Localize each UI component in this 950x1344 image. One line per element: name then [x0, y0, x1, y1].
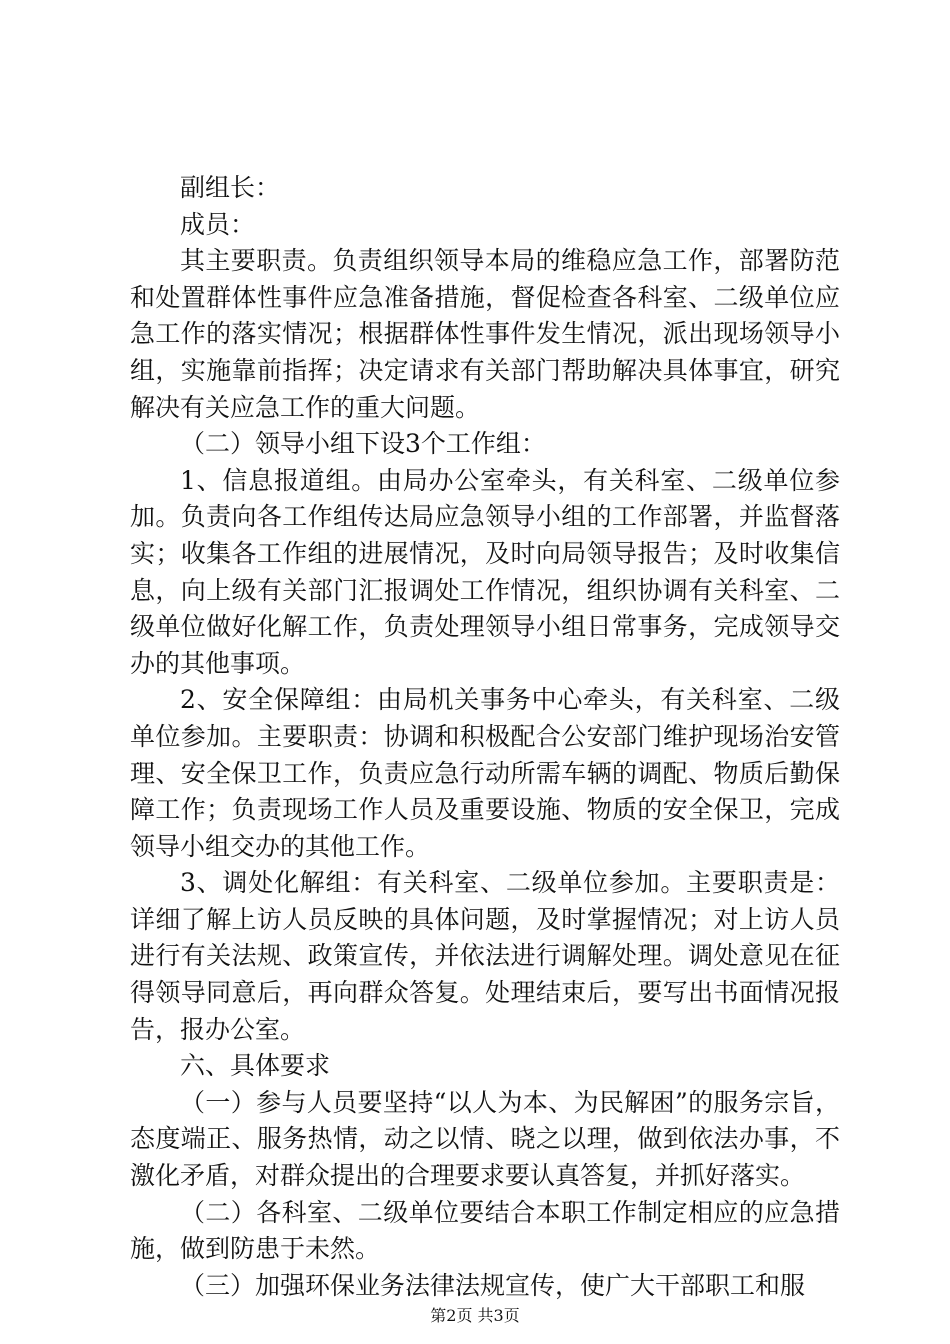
page-footer: 第2页 共3页: [430, 1306, 520, 1325]
paragraph-members: 成员：: [180, 209, 256, 239]
paragraph-requirement-1: （一）参与人员要坚持“以人为本、为民解困”的服务宗旨，态度端正、服务热情，动之以情、晓之以理，做到依法办事，不激化矛盾，对群众提出的合理要求要认真答复，并抓好落实。: [130, 1087, 840, 1191]
document-body: [130, 170, 840, 1304]
paragraph-requirement-2: （二）各科室、二级单位要结合本职工作制定相应的应急措施，做到防患于未然。: [130, 1197, 840, 1264]
paragraph-mediation-group: 3、调处化解组：有关科室、二级单位参加。主要职责是：详细了解上访人员反映的具体问题，及时掌握情况；对上访人员进行有关法规、政策宣传，并依法进行调解处理。调处意见在征得领导同意后，再向群众答复。处理结束后，要写出书面情况报告，报办公室。: [130, 868, 840, 1044]
paragraph-safety-group: 2、安全保障组：由局机关事务中心牵头，有关科室、二级单位参加。主要职责：协调和积极配合公安部门维护现场治安管理、安全保卫工作，负责应急行动所需车辆的调配、物质后勤保障工作；负责现场工作人员及重要设施、物质的安全保卫，完成领导小组交办的其他工作。: [130, 685, 840, 861]
paragraph-info-reporting-group: 1、信息报道组。由局办公室牵头，有关科室、二级单位参加。负责向各工作组传达局应急领导小组的工作部署，并监督落实；收集各工作组的进展情况，及时向局领导报告；及时收集信息，向上级有关部门汇报调处工作情况，组织协调有关科室、二级单位做好化解工作，负责处理领导小组日常事务，完成领导交办的其他事项。: [130, 465, 840, 678]
paragraph-working-groups-heading: （二）领导小组下设3个工作组：: [180, 429, 546, 459]
paragraph-requirement-3: （三）加强环保业务法律法规宣传，使广大干部职工和服: [180, 1270, 806, 1300]
paragraph-main-duties: 其主要职责。负责组织领导本局的维稳应急工作，部署防范和处置群体性事件应急准备措施，督促检查各科室、二级单位应急工作的落实情况；根据群体性事件发生情况，派出现场领导小组，实施靠前指挥；决定请求有关部门帮助解决具体事宜，研究解决有关应急工作的重大问题。: [130, 246, 840, 422]
section-heading-requirements: 六、具体要求: [180, 1051, 331, 1081]
paragraph-deputy-leader: 副组长：: [180, 173, 281, 202]
